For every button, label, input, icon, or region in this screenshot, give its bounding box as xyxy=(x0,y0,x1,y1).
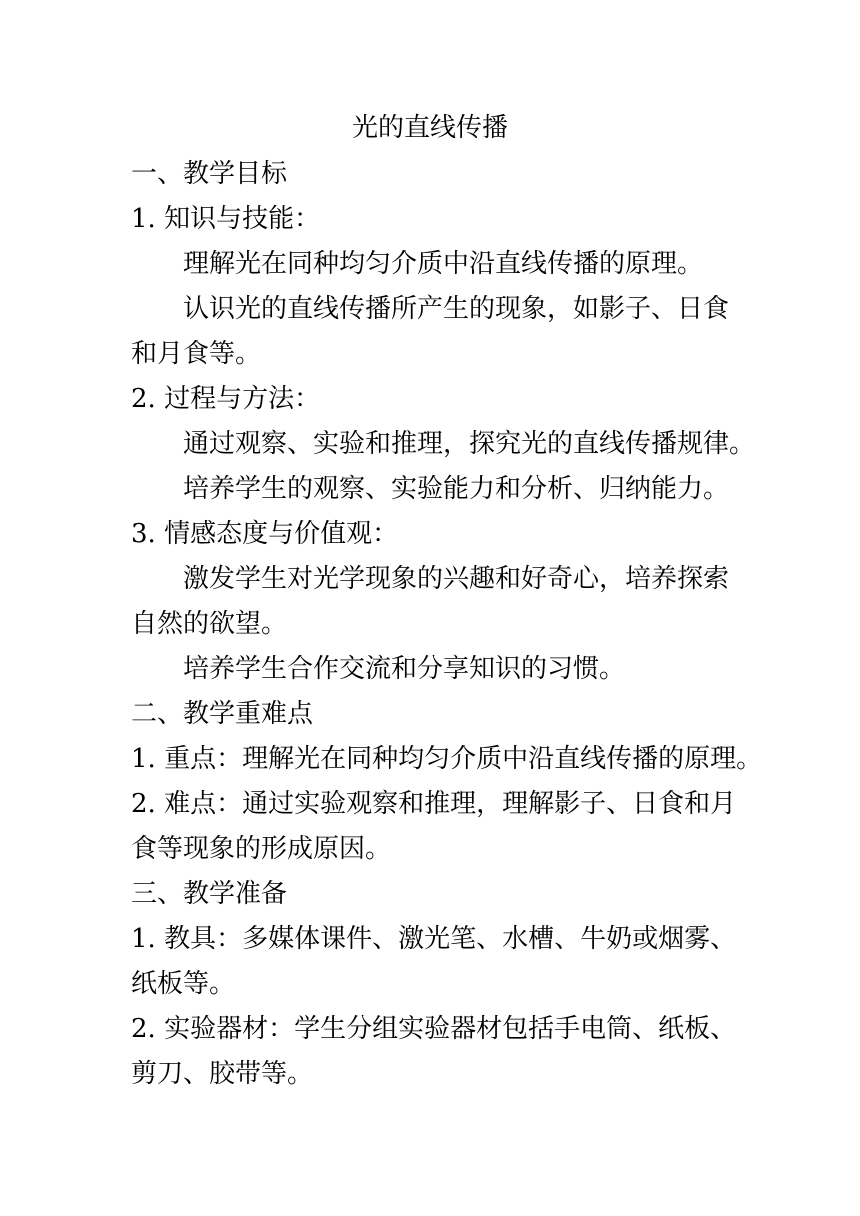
text-line: 认识光的直线传播所产生的现象，如影子、日食 xyxy=(183,294,730,324)
text-line: 激发学生对光学现象的兴趣和好奇心，培养探索 xyxy=(183,564,730,594)
page-title: 光的直线传播 xyxy=(351,113,508,143)
text-line: 理解光在同种均匀介质中沿直线传播的原理。 xyxy=(183,249,704,279)
text-line: 剪刀、胶带等。 xyxy=(131,1059,314,1089)
text-line: 和月食等。 xyxy=(131,339,262,369)
text-line: 1. 教具：多媒体课件、激光笔、水槽、牛奶或烟雾、 xyxy=(131,924,737,954)
text-line: 培养学生的观察、实验能力和分析、归纳能力。 xyxy=(183,474,730,504)
text-line: 通过观察、实验和推理，探究光的直线传播规律。 xyxy=(183,429,756,459)
text-line: 2. 过程与方法： xyxy=(131,384,321,414)
text-line: 培养学生合作交流和分享知识的习惯。 xyxy=(183,654,626,684)
text-line: 食等现象的形成原因。 xyxy=(131,834,392,864)
text-line: 2. 难点：通过实验观察和推理，理解影子、日食和月 xyxy=(131,789,737,819)
text-line: 1. 知识与技能： xyxy=(131,204,321,234)
text-line: 自然的欲望。 xyxy=(131,609,288,639)
text-line: 二、教学重难点 xyxy=(131,699,314,729)
document-body xyxy=(131,152,763,1097)
text-line: 纸板等。 xyxy=(131,969,236,999)
text-line: 2. 实验器材：学生分组实验器材包括手电筒、纸板、 xyxy=(131,1014,737,1044)
text-line: 3. 情感态度与价值观： xyxy=(131,519,399,549)
text-line: 一、教学目标 xyxy=(131,159,288,189)
text-line: 1. 重点：理解光在同种均匀介质中沿直线传播的原理。 xyxy=(131,744,763,774)
text-line: 三、教学准备 xyxy=(131,879,288,909)
